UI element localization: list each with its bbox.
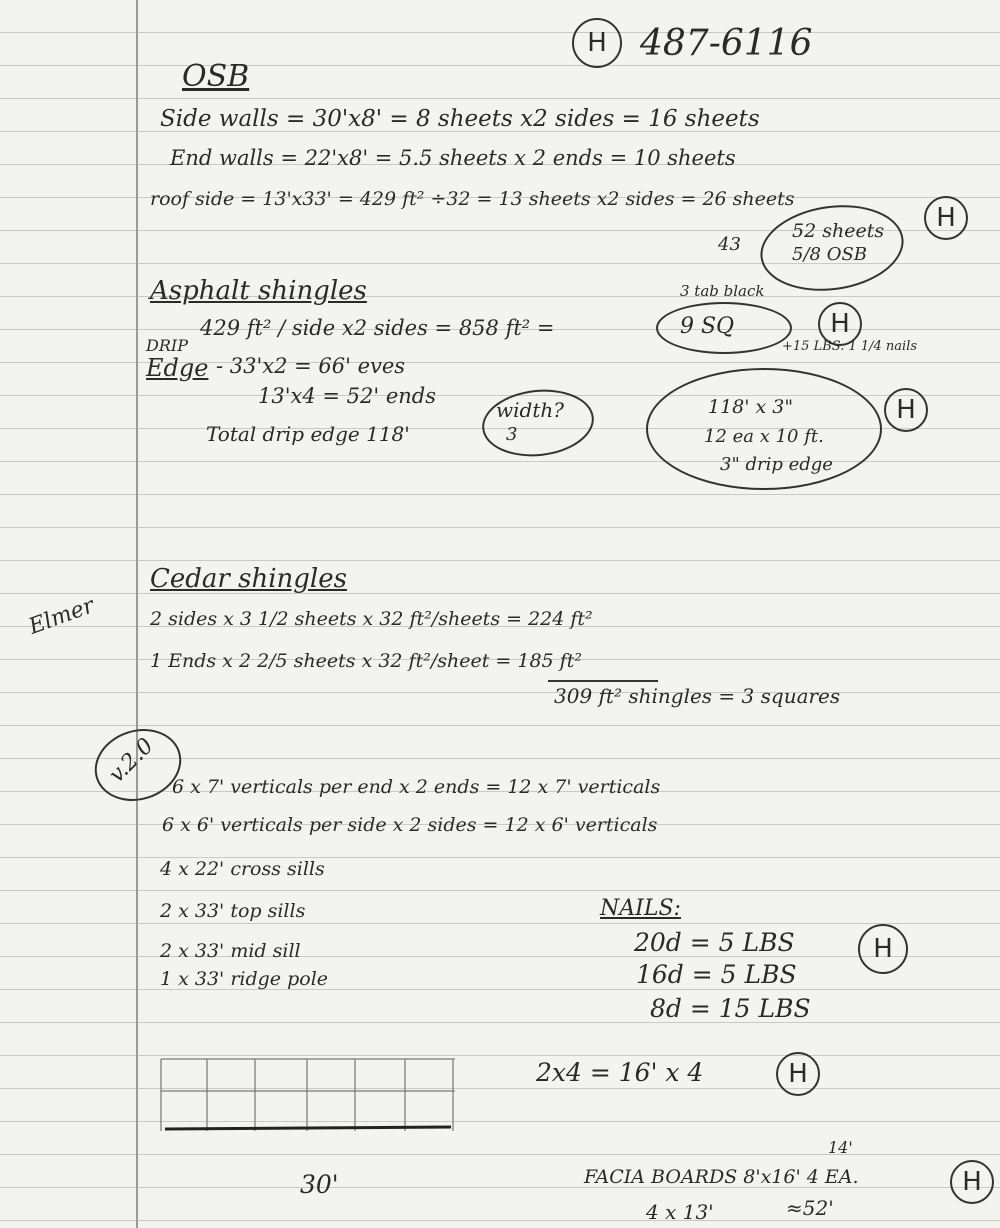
osb-h-letter: H [936,203,956,233]
sketch-beam [165,1127,451,1129]
phone-number: 487-6116 [640,23,813,64]
cedar-title: Cedar shingles [150,564,347,594]
version-label: v.2.0 [104,733,159,788]
facia-approx: ≈52' [786,1196,834,1220]
drip-width-question: width? [496,398,564,422]
cedar-margin-name: Elmer [25,593,98,640]
facia-line2: 4 x 13' [646,1200,714,1224]
cedar-sides: 2 sides x 3 1/2 sheets x 32 ft²/sheets = 224 ft² [150,608,593,630]
sketch-grid [161,1059,455,1131]
lumber-line-1: 6 x 7' verticals per end x 2 ends = 12 x 7' verticals [172,776,661,798]
drip-label-top: DRIP [146,336,188,355]
facia-h-letter: H [962,1167,982,1197]
facia-text: FACIA BOARDS 8'x16' 4 EA. [584,1166,859,1188]
cedar-total: 309 ft² shingles = 3 squares [554,684,841,708]
nails-h-mark [858,924,908,974]
header-h-letter: H [587,28,607,58]
nails-title: NAILS: [600,896,681,921]
osb-total-line2: 5/8 OSB [792,244,868,265]
lumber-line-6: 1 x 33' ridge pole [160,968,329,990]
drip-ends: 13'x4 = 52' ends [258,384,436,408]
two-by-four-h-mark [776,1052,820,1096]
cedar-ends: 1 Ends x 2 2/5 sheets x 32 ft²/sheet = 185 ft² [150,650,582,672]
header-h-mark [572,18,622,68]
nails-row-1: 20d = 5 LBS [634,928,795,957]
sketch-length-label: 30' [300,1170,339,1199]
drip-label: Edge [146,354,209,382]
notebook-margin-line [136,0,138,1228]
drip-box-line2: 12 ea x 10 ft. [704,426,824,447]
lumber-line-4: 2 x 33' top sills [160,900,306,922]
asphalt-3tab-note: 3 tab black [680,282,765,300]
lumber-line-2: 6 x 6' verticals per side x 2 sides = 12 x 6' verticals [162,814,658,836]
nails-row-3: 8d = 15 LBS [650,994,811,1023]
drip-width-circle [479,384,597,461]
nails-h-letter: H [873,934,893,964]
osb-end-walls: End walls = 22'x8' = 5.5 sheets x 2 ends = 10 sheets [170,146,736,170]
lumber-line-5: 2 x 33' mid sill [160,940,301,962]
asphalt-squares: 9 SQ [680,314,735,339]
osb-tally: 43 [718,234,741,255]
asphalt-area: 429 ft² / side x2 sides = 858 ft² = [200,316,555,340]
asphalt-title: Asphalt shingles [150,276,367,306]
drip-total: Total drip edge 118' [206,422,410,446]
osb-title: OSB [182,59,250,94]
drip-box-line3: 3" drip edge [720,454,833,475]
nails-row-2: 16d = 5 LBS [636,960,797,989]
asphalt-nails-note: +15 LBS. 1 1/4 nails [782,339,918,354]
wall-frame-sketch [155,1055,465,1145]
lumber-line-3: 4 x 22' cross sills [160,858,325,880]
drip-eves: - 33'x2 = 66' eves [216,354,406,378]
facia-h-mark [950,1160,994,1204]
drip-box-line1: 118' x 3" [708,396,794,418]
osb-roof-side: roof side = 13'x33' = 429 ft² ÷32 = 13 sheets x2 sides = 26 sheets [150,188,795,210]
two-by-four: 2x4 = 16' x 4 [536,1058,704,1087]
two-by-four-h-letter: H [788,1059,808,1089]
osb-total-line1: 52 sheets [792,220,885,242]
drip-width-answer: 3 [506,424,518,445]
drip-h-mark [884,388,928,432]
asphalt-h-letter: H [830,309,850,339]
cedar-sum-line [548,680,658,682]
facia-above: 14' [828,1138,853,1157]
osb-h-mark [924,196,968,240]
osb-side-walls: Side walls = 30'x8' = 8 sheets x2 sides = 16 sheets [160,106,760,132]
drip-h-letter: H [896,395,916,425]
